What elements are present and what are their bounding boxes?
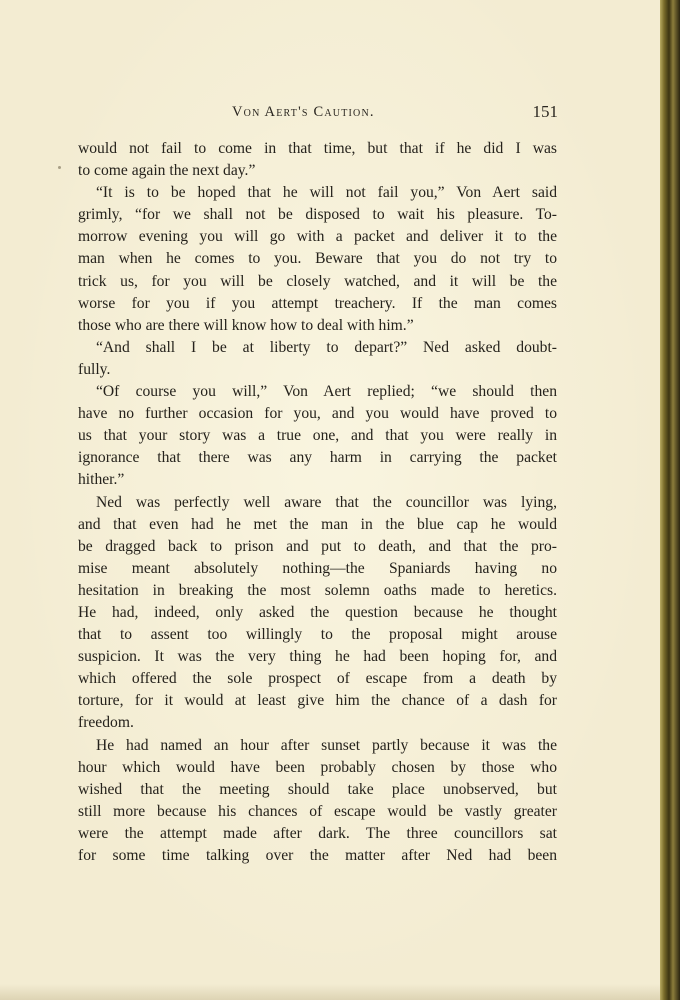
text-line: still more because his chances of escape would be vastly greater (78, 802, 557, 820)
text-line: grimly, “for we shall not be disposed to wait his pleasure. To- (78, 206, 557, 224)
text-line: morrow evening you will go with a packet and deliver it to the (78, 228, 557, 246)
text-line: trick us, for you will be closely watched, and it will be the (78, 272, 557, 290)
body-text (78, 138, 557, 867)
text-line: hesitation in breaking the most solemn oaths made to heretics. (78, 581, 557, 599)
text-line: were the attempt made after dark. The three councillors sat (78, 824, 557, 842)
text-line: would not fail to come in that time, but that if he did I was (78, 140, 557, 157)
text-line: torture, for it would at least give him the chance of a dash for (78, 692, 557, 710)
text-line: worse for you if you attempt treachery. If the man comes (78, 294, 557, 312)
text-line: He had, indeed, only asked the question because he thought (78, 603, 557, 621)
text-line: He had named an hour after sunset partly because it was the (96, 736, 557, 754)
margin-speck (58, 166, 61, 169)
text-line: hither.” (78, 471, 125, 489)
text-line: Ned was perfectly well aware that the councillor was lying, (96, 493, 557, 511)
text-line: hour which would have been probably chosen by those who (78, 758, 557, 776)
text-line: “And shall I be at liberty to depart?” Ned asked doubt- (96, 338, 557, 356)
text-line: fully. (78, 360, 111, 378)
text-line: that to assent too willingly to the proposal might arouse (78, 626, 557, 644)
text-line: those who are there will know how to deal with him.” (78, 316, 414, 334)
text-line: suspicion. It was the very thing he had been hoping for, and (78, 648, 557, 666)
text-line: mise meant absolutely nothing—the Spaniards having no (78, 559, 557, 577)
text-line: ignorance that there was any harm in carrying the packet (78, 449, 557, 467)
text-line: to come again the next day.” (78, 162, 256, 180)
text-line: and that even had he met the man in the blue cap he would (78, 515, 557, 533)
page-bottom-shade (0, 984, 666, 1000)
text-line: “It is to be hoped that he will not fail you,” Von Aert said (96, 184, 557, 202)
text-line: us that your story was a true one, and that you were really in (78, 427, 557, 445)
running-title: Von Aert's Caution. (232, 104, 375, 120)
text-line: for some time talking over the matter after Ned had been (78, 847, 557, 864)
text-line: wished that the meeting should take place unobserved, but (78, 780, 557, 798)
text-line: man when he comes to you. Beware that you do not try to (78, 250, 557, 268)
text-line: which offered the sole prospect of escape from a death by (78, 670, 557, 688)
text-line: freedom. (78, 714, 134, 732)
book-spine-edge (660, 0, 680, 1000)
text-line: “Of course you will,” Von Aert replied; “we should then (96, 383, 557, 401)
page-number: 151 (532, 102, 558, 121)
running-head (76, 102, 558, 128)
text-line: have no further occasion for you, and you would have proved to (78, 405, 557, 423)
text-line: be dragged back to prison and put to death, and that the pro- (78, 537, 557, 555)
